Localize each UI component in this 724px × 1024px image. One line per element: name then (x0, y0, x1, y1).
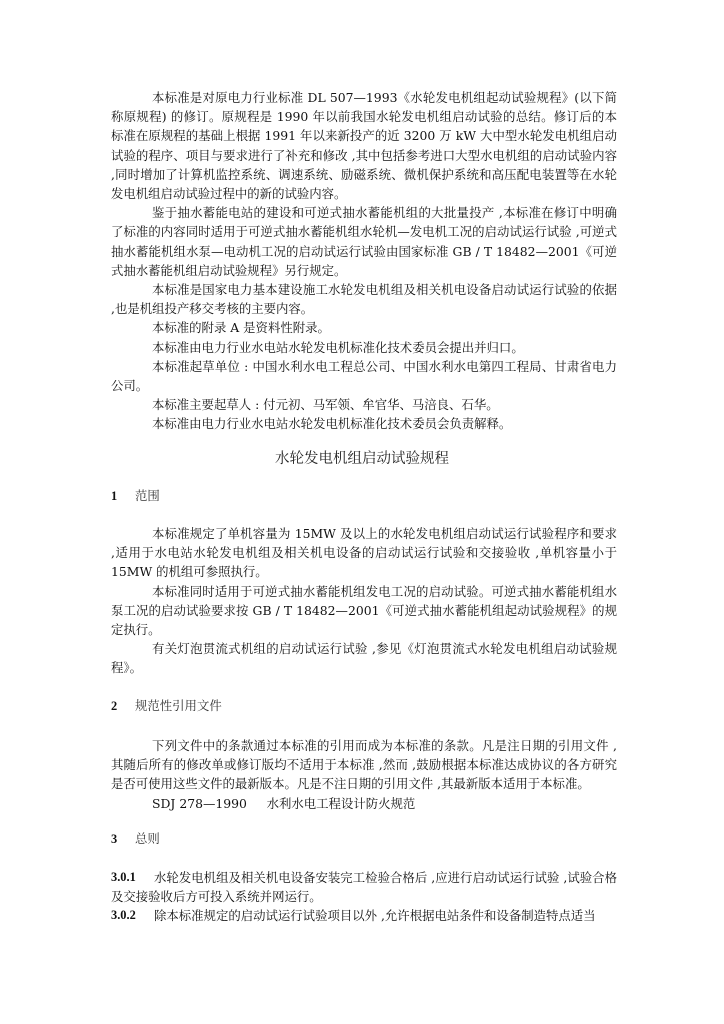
clause-3-0-2-number: 3.0.2 (111, 908, 136, 923)
section-2-body (111, 736, 617, 813)
section-3-body (111, 868, 617, 926)
section-3-number: 3 (111, 832, 118, 846)
foreword-paragraph-5: 本标准由电力行业水电站水轮发电机标准化技术委员会提出并归口。 (152, 339, 524, 355)
section-1-number: 1 (111, 489, 118, 503)
clause-3-0-1-number: 3.0.1 (111, 870, 136, 884)
foreword (111, 88, 617, 434)
section-2-paragraph-1: 下列文件中的条款通过本标准的引用而成为本标准的条款。凡是注日期的引用文件 ,其随后所有的修改单或修订版均不适用于本标准 ,然而 ,鼓励根据本标准达成协议的各方研究是否可使用这些文件的最新版本。凡是不注日期的引用文件 ,其最新版本适用于本标准。 (111, 738, 617, 792)
section-1-body (111, 524, 617, 678)
section-3-title: 总则 (135, 831, 160, 846)
foreword-paragraph-2: 鉴于抽水蓄能电站的建设和可逆式抽水蓄能机组的大批量投产 ,本标准在修订中明确了标准的内容同时适用于可逆式抽水蓄能机组水轮机—发电机工况的启动试运行试验 ,可逆式抽水蓄能机组水泵—电动机工况的启动试运行试验由国家标准 GB / T 18482—2001《可逆式抽水蓄能机组启动试验规程》另行规定。 (111, 205, 617, 278)
document-title: 水轮发电机组启动试验规程 (275, 451, 449, 467)
foreword-paragraph-3: 本标准是国家电力基本建设施工水轮发电机组及相关机电设备启动试运行试验的依据 ,也是机组投产移交考核的主要内容。 (111, 282, 617, 317)
section-2-title: 规范性引用文件 (135, 698, 222, 713)
foreword-paragraph-1: 本标准是对原电力行业标准 DL 507—1993《水轮发电机组起动试验规程》(以下简称原规程) 的修订。原规程是 1990 年以前我国水轮发电机组启动试验的总结。修订后的本标准在原规程的基础上根据 1991 年以来新投产的近 3200 万 kW 大中型水轮发电机组启动试验的程序、项目与要求进行了补充和修改 ,其中包括参考进口大型水电机组的启动试验内容 ,同时增加了计算机监控系统、调速系统、励磁系统、微机保护系统和高压配电装置等在水轮发电机组启动试验过程中的新的试验内容。 (111, 90, 617, 202)
section-3-heading (111, 829, 617, 849)
section-1-paragraph-3: 有关灯泡贯流式机组的启动试运行试验 ,参见《灯泡贯流式水轮发电机组启动试验规程》。 (111, 641, 617, 676)
section-2-number: 2 (111, 699, 118, 713)
clause-3-0-2 (111, 906, 617, 925)
section-2-heading (111, 696, 617, 716)
clause-3-0-1 (111, 868, 617, 906)
clause-3-0-1-text: 水轮发电机组及相关机电设备安装完工检验合格后 ,应进行启动试运行试验 ,试验合格及交接验收后方可投入系统并网运行。 (111, 870, 617, 905)
foreword-paragraph-6: 本标准起草单位 : 中国水利水电工程总公司、中国水利水电第四工程局、甘肃省电力公司。 (111, 358, 617, 394)
section-1-heading (111, 486, 617, 506)
section-1-paragraph-2: 本标准同时适用于可逆式抽水蓄能机组发电工况的启动试验。可逆式抽水蓄能机组水泵工况的启动试验要求按 GB / T 18482—2001《可逆式抽水蓄能机组起动试验规程》的规定执行。 (111, 583, 617, 638)
clause-3-0-2-text: 除本标准规定的启动试运行试验项目以外 ,允许根据电站条件和设备制造特点适当 (154, 908, 596, 924)
section-1-paragraph-1: 本标准规定了单机容量为 15MW 及以上的水轮发电机组启动试运行试验程序和要求 ,适用于水电站水轮发电机组及相关机电设备的启动试运行试验和交接验收 ,单机容量小于 15MW 的机组可参照执行。 (111, 526, 617, 580)
section-1-title: 范围 (135, 488, 160, 503)
foreword-paragraph-7: 本标准主要起草人 : 付元初、马军领、牟官华、马涪良、石华。 (152, 397, 499, 413)
section-2-reference: SDJ 278—1990 水利水电工程设计防火规范 (152, 795, 416, 811)
foreword-paragraph-4: 本标准的附录 A 是资料性附录。 (152, 320, 330, 336)
foreword-paragraph-8: 本标准由电力行业水电站水轮发电机标准化技术委员会负责解释。 (152, 416, 512, 432)
